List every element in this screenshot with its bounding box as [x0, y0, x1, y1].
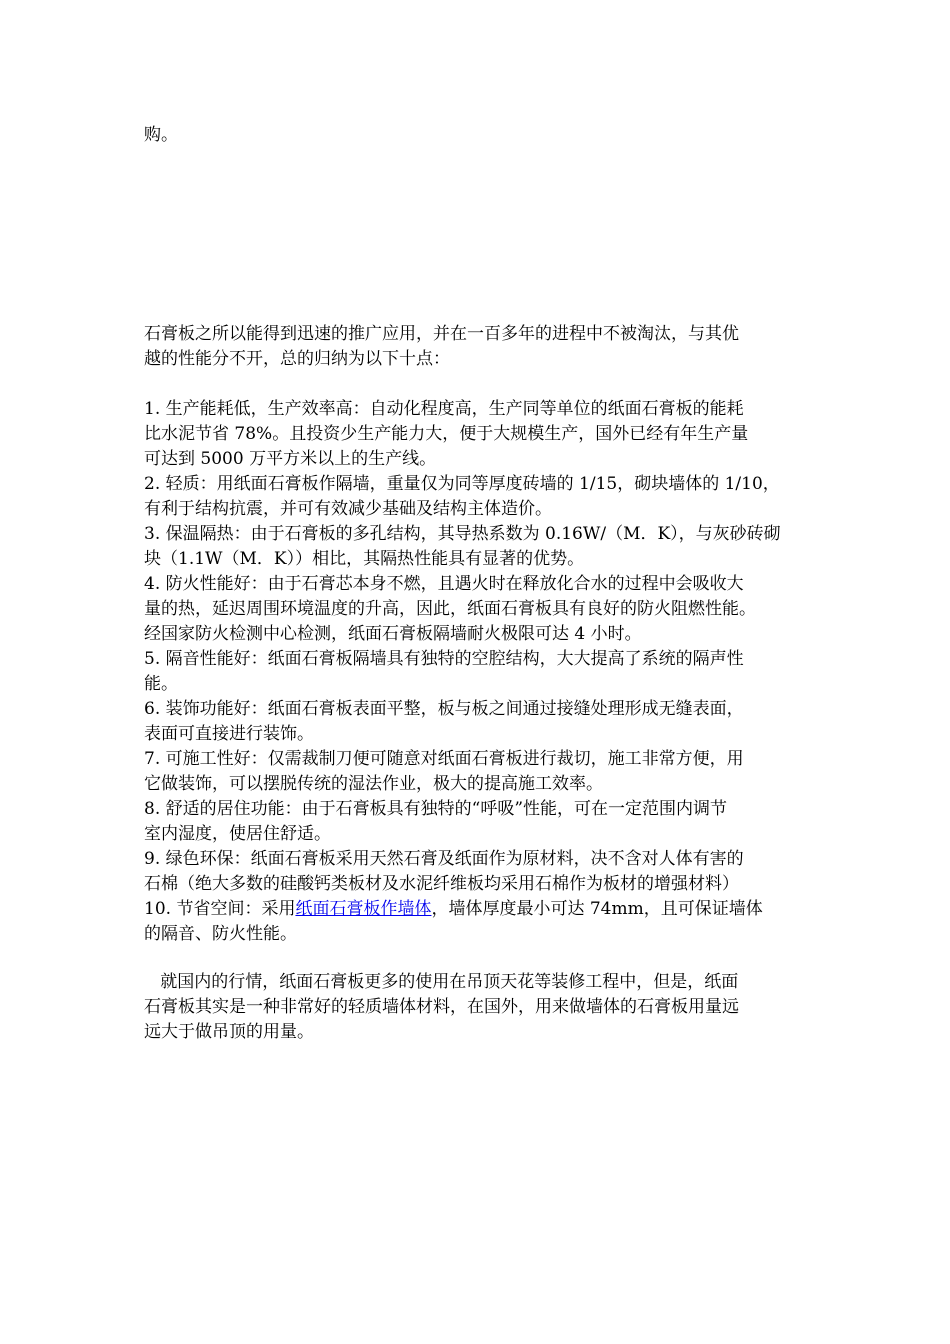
list-item-7-line: 它做装饰，可以摆脱传统的湿法作业，极大的提高施工效率。: [144, 774, 603, 794]
summary-line: 就国内的行情，纸面石膏板更多的使用在吊顶天花等装修工程中，但是，纸面: [144, 972, 739, 992]
list-item-3-line: 3. 保温隔热：由于石膏板的多孔结构，其导热系数为 0.16W/（M．K），与灰砂砖砌: [144, 524, 781, 544]
list-item-6-line: 表面可直接进行装饰。: [144, 724, 314, 744]
list-item-9-line: 9. 绿色环保：纸面石膏板采用天然石膏及纸面作为原材料，决不含对人体有害的: [144, 849, 744, 869]
list-item-10-line: 的隔音、防火性能。: [144, 924, 297, 944]
intro-paragraph: [144, 322, 808, 372]
list-item-4-line: 4. 防火性能好：由于石膏芯本身不燃，且遇火时在释放化合水的过程中会吸收大: [144, 574, 744, 594]
summary-line: 石膏板其实是一种非常好的轻质墙体材料，在国外，用来做墙体的石膏板用量远: [144, 997, 739, 1017]
summary-paragraph: [144, 970, 808, 1045]
list-item-5-line: 能。: [144, 674, 178, 694]
list-item-8-line: 室内湿度，使居住舒适。: [144, 824, 331, 844]
list-item-3-line: 块（1.1W（M．K））相比，其隔热性能具有显著的优势。: [144, 549, 585, 569]
intro-line: 越的性能分不开，总的归纳为以下十点：: [144, 349, 450, 369]
list-item-4-line: 经国家防火检测中心检测，纸面石膏板隔墙耐火极限可达 4 小时。: [144, 624, 642, 644]
list-item-2-line: 2. 轻质：用纸面石膏板作隔墙，重量仅为同等厚度砖墙的 1/15，砌块墙体的 1/10，: [144, 474, 780, 494]
advantages-list: [144, 397, 808, 947]
gypsum-wall-link[interactable]: 纸面石膏板作墙体: [295, 899, 432, 919]
list-item-1-line: 可达到 5000 万平方米以上的生产线。: [144, 449, 437, 469]
list-item-1-line: 比水泥节省 78%。且投资少生产能力大，便于大规模生产，国外已经有年生产量: [144, 424, 749, 444]
list-item-10-suffix: ，墙体厚度最小可达 74mm，且可保证墙体: [431, 899, 763, 919]
list-item-5-line: 5. 隔音性能好：纸面石膏板隔墙具有独特的空腔结构，大大提高了系统的隔声性: [144, 649, 744, 669]
list-item-9-line: 石棉（绝大多数的硅酸钙类板材及水泥纤维板均采用石棉作为板材的增强材料）: [144, 874, 739, 894]
intro-line: 石膏板之所以能得到迅速的推广应用，并在一百多年的进程中不被淘汰，与其优: [144, 324, 739, 344]
list-item-10-prefix: 10. 节省空间：采用: [144, 899, 296, 919]
list-item-1-line: 1. 生产能耗低，生产效率高：自动化程度高，生产同等单位的纸面石膏板的能耗: [144, 399, 744, 419]
list-item-2-line: 有利于结构抗震，并可有效减少基础及结构主体造价。: [144, 499, 552, 519]
continuation-text: 购。: [144, 125, 178, 145]
list-item-10-line: [144, 897, 808, 922]
list-item-4-line: 量的热，延迟周围环境温度的升高，因此，纸面石膏板具有良好的防火阻燃性能。: [144, 599, 756, 619]
summary-line: 远大于做吊顶的用量。: [144, 1022, 314, 1042]
list-item-7-line: 7. 可施工性好：仅需裁制刀便可随意对纸面石膏板进行裁切，施工非常方便，用: [144, 749, 744, 769]
list-item-6-line: 6. 装饰功能好：纸面石膏板表面平整，板与板之间通过接缝处理形成无缝表面，: [144, 699, 744, 719]
list-item-8-line: 8. 舒适的居住功能：由于石膏板具有独特的“呼吸”性能，可在一定范围内调节: [144, 799, 728, 819]
